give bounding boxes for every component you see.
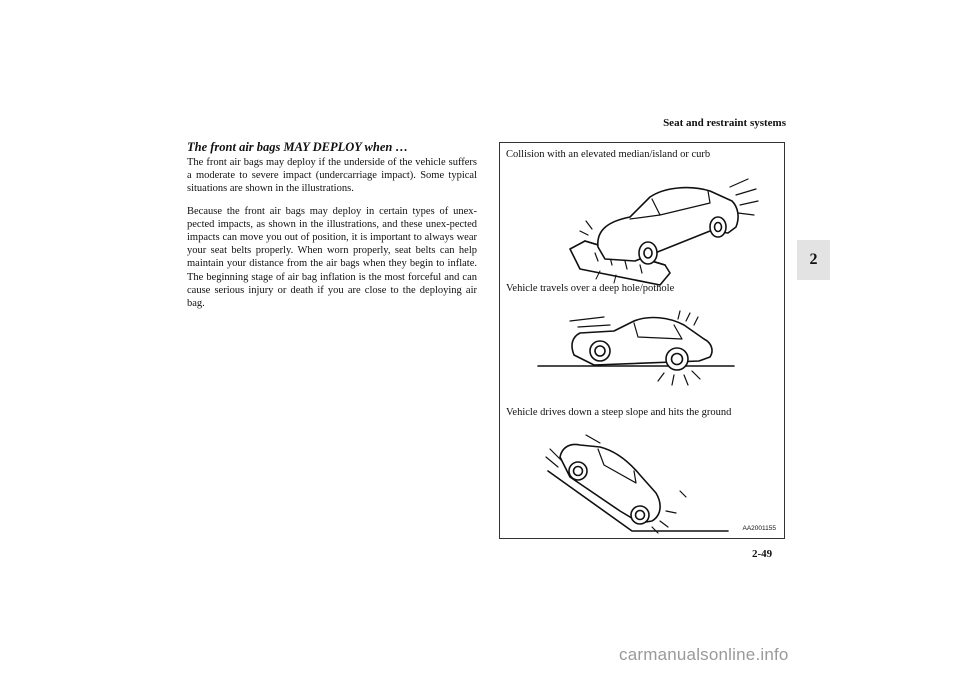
caption-median-collision: Collision with an elevated median/island or curb: [506, 149, 711, 160]
chapter-tab: [797, 240, 830, 280]
pothole-illustration: [534, 309, 744, 391]
steep-slope-illustration: [540, 431, 740, 535]
paragraph-intro: The front air bags may deploy if the underside of the vehicle suffers a moderate to severe impact (undercarriage impact). Some typical situations are shown in the illustrations.: [187, 157, 477, 195]
illustration-figure: [499, 142, 785, 539]
figure-code: AA2001155: [742, 525, 776, 532]
running-header: Seat and restraint systems: [663, 117, 786, 129]
page-number: 2-49: [752, 548, 773, 560]
watermark: carmanualsonline.info: [619, 645, 789, 664]
main-text-column: [187, 140, 477, 319]
curb-collision-illustration: [560, 169, 760, 294]
caption-steep-slope: Vehicle drives down a steep slope and hits the ground: [506, 407, 732, 418]
paragraph-warning: Because the front air bags may deploy in certain types of unex-pected impacts, as shown in the illustrations, and these unex-pected impacts can move you out of position, it is important to always wear your seat belts properly. When worn properly, seat belts can help maintain your distance from the air bags when they begin to inflate. The beginning stage of air bag inflation is the most forceful and can cause serious injury or death if you are close to the deploying air bag.: [187, 205, 477, 310]
caption-pothole: Vehicle travels over a deep hole/pothole: [506, 283, 675, 294]
section-heading: The front air bags MAY DEPLOY when …: [187, 140, 408, 154]
chapter-number: 2: [809, 251, 818, 268]
